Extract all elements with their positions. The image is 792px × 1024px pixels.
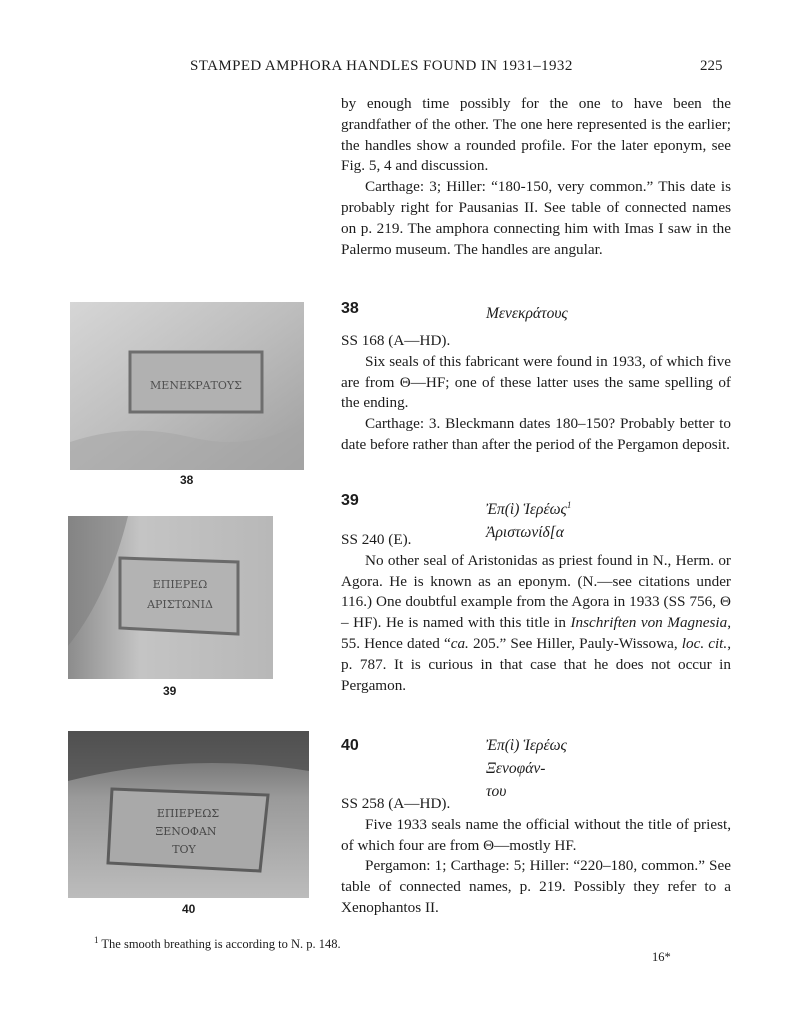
entry-reference: SS 168 (A—HD). xyxy=(341,332,451,349)
legend-line: του xyxy=(486,783,507,800)
figure-caption: 38 xyxy=(180,473,194,487)
page-number: 225 xyxy=(700,58,723,74)
entry-39-text xyxy=(341,530,731,696)
legend-line: Ἀριστωνίδ[α xyxy=(486,524,564,542)
page-header xyxy=(0,58,792,80)
intro-paragraph: Carthage: 3; Hiller: “180-150, very common.” This date is probably right for Pausanias II. See table of connected names on p. 219. The amphora connecting him with Imas I saw in the Palermo museum. The handles are angular. xyxy=(341,178,731,258)
entry-paragraph: Carthage: 3. Bleckmann dates 180–150? Probably better to date before rather than after the period of the Pergamon deposit. xyxy=(341,415,731,453)
running-title: STAMPED AMPHORA HANDLES FOUND IN 1931–1932 xyxy=(190,58,573,74)
entry-legend xyxy=(486,734,567,803)
entry-paragraph xyxy=(341,551,731,697)
entry-number: 39 xyxy=(341,492,359,509)
book-title: Inschriften von Magnesia xyxy=(570,614,728,632)
stamp-text: ΤΟΥ xyxy=(172,843,196,856)
legend-line: Μενεκράτους xyxy=(486,305,568,322)
entry-40-text xyxy=(341,794,731,919)
entry-number: 40 xyxy=(341,737,359,754)
handle-photo-38 xyxy=(70,302,304,470)
stamp-text: ΜΕΝΕΚΡΑΤΟΥΣ xyxy=(150,379,242,392)
handle-photo-39 xyxy=(68,516,273,679)
stamp-text: ΕΠΙΕΡΕΩ xyxy=(152,578,208,591)
text-run: , 55. Hence dated “ xyxy=(341,614,731,652)
intro-text xyxy=(341,94,731,260)
italic-abbrev: ca. xyxy=(450,634,469,652)
text-run: 205.” See Hiller, Pauly-Wissowa, xyxy=(468,634,678,652)
stamp-text: ΕΠΙΕΡΕΩΣ xyxy=(156,807,220,820)
footnote-mark: 1 xyxy=(566,500,572,510)
text-run: , p. 787. It is curious in that case that he does not occur in Pergamon. xyxy=(341,634,731,694)
figure-caption: 40 xyxy=(182,902,196,916)
italic-abbrev: loc. cit. xyxy=(681,634,728,652)
signature-mark: 16* xyxy=(652,950,671,964)
footnote-text: The smooth breathing is according to N. p. 148. xyxy=(98,937,341,952)
entry-38-text xyxy=(341,331,731,456)
handle-photo-40 xyxy=(68,731,309,898)
legend-text: Ἐπ(ὶ) Ἱερέως xyxy=(486,501,567,519)
legend-line: Ἐπ(ὶ) Ἱερέως xyxy=(486,737,567,754)
text-run: No other seal of Aristonidas as priest found in N., Herm. or Agora. He is known as an eponym. (N.—see citations under 116.) One doubtful example from the Agora in 1933 (SS 756, Θ – HF). He is named with this title in xyxy=(341,551,731,632)
stamp-text: ΑΡΙΣΤΩΝΙΔ xyxy=(147,598,213,611)
entry-reference: SS 258 (A—HD). xyxy=(341,795,451,812)
entry-number: 38 xyxy=(341,300,359,317)
footnote xyxy=(94,935,594,952)
legend-line: Ξενοφάν- xyxy=(486,760,546,777)
intro-paragraph: by enough time possibly for the one to have been the grandfather of the other. The one here represented is the earlier; the handles show a rounded profile. For the later eponym, see Fig. 5, 4 and discussion. xyxy=(341,95,731,175)
stamp-text: ΞΕΝΟΦΑΝ xyxy=(155,825,217,838)
footnote-mark: 1 xyxy=(94,935,99,945)
legend-line xyxy=(486,494,571,521)
entry-paragraph: Six seals of this fabricant were found in 1933, of which five are from Θ—HF; one of these latter uses the same spelling of the ending. xyxy=(341,352,731,412)
entry-paragraph: Five 1933 seals name the official without the title of priest, of which four are from Θ—mostly HF. xyxy=(341,815,731,854)
entry-legend xyxy=(486,302,568,325)
entry-reference: SS 240 (E). xyxy=(341,531,412,548)
entry-paragraph: Pergamon: 1; Carthage: 5; Hiller: “220–180, common.” See table of connected names, p. 219. Possibly they refer to a Xenophantos II. xyxy=(341,857,731,916)
figure-caption: 39 xyxy=(163,684,177,698)
